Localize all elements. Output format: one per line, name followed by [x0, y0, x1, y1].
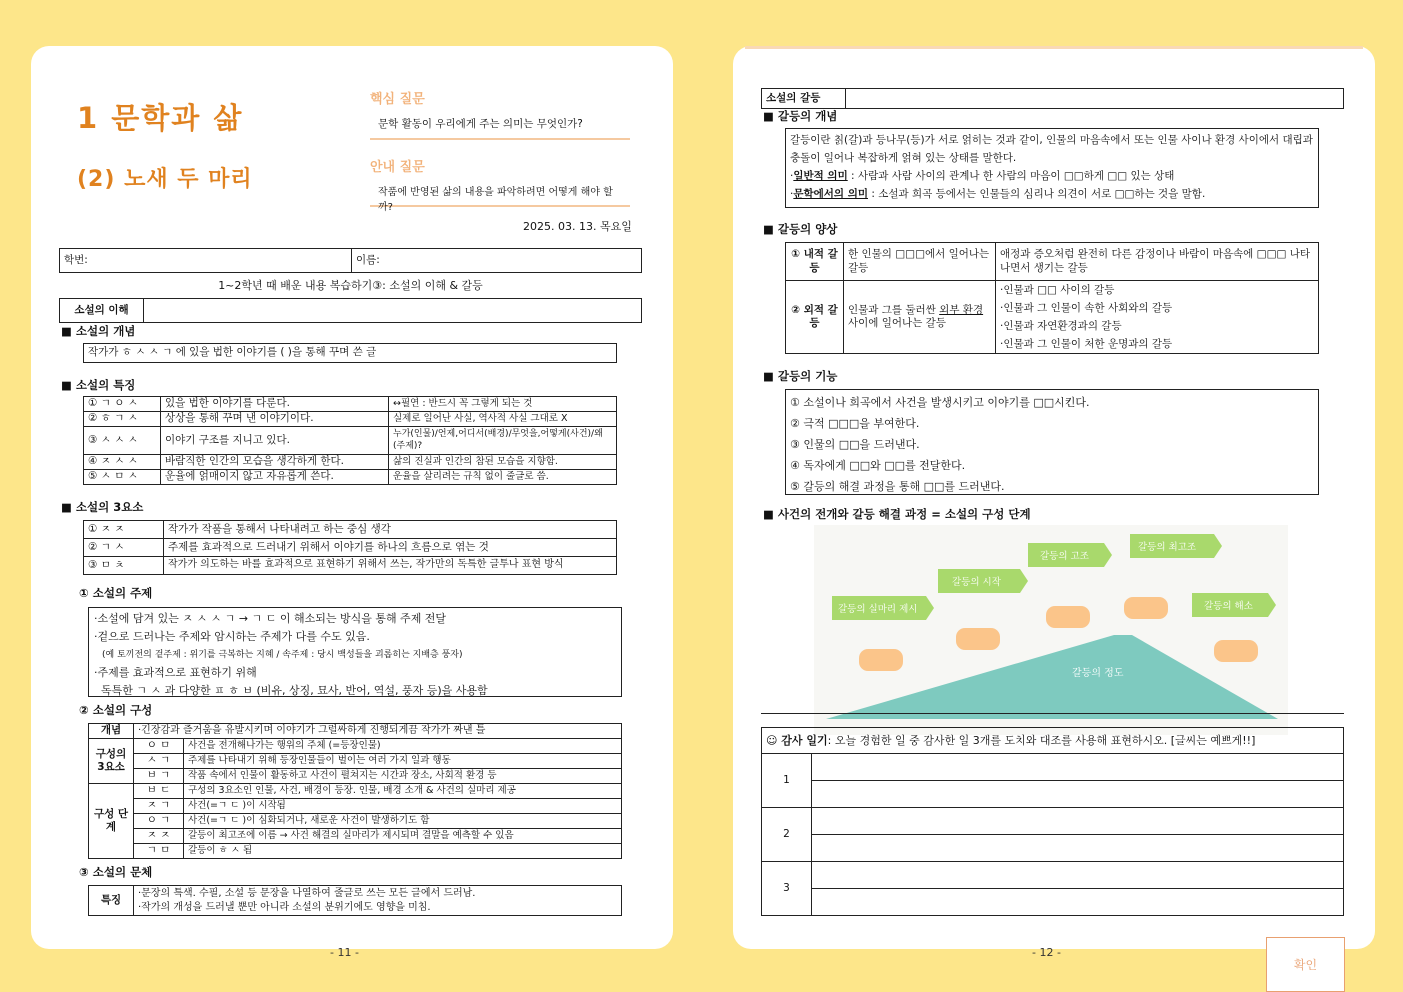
stage-1-slot[interactable] [859, 649, 903, 671]
gratitude-line[interactable] [812, 754, 1344, 781]
page-number-right: - 12 - [1032, 946, 1061, 959]
theme-heading: ① 소설의 주제 [79, 586, 153, 600]
stage-4-slot[interactable] [1124, 597, 1168, 619]
stage-2-slot[interactable] [956, 628, 1000, 650]
stage-3-label: 갈등의 고조 [1040, 551, 1089, 562]
concept-box [83, 343, 617, 363]
gratitude-line[interactable] [812, 808, 1344, 835]
stage-2-label: 갈등의 시작 [952, 577, 1001, 588]
process-heading: ■ 사건의 전개와 갈등 해결 과정 = 소설의 구성 단계 [763, 507, 1031, 521]
guide-question-label: 안내 질문 [370, 160, 425, 175]
stage-4-label: 갈등의 최고조 [1138, 542, 1197, 553]
section-label: 소설의 이해 [60, 299, 144, 323]
concept-heading: ■ 소설의 개념 [61, 324, 136, 338]
date: 2025. 03. 13. 목요일 [523, 220, 632, 233]
guide-question-box [370, 179, 630, 213]
student-info-table [59, 248, 642, 273]
concept-text: 작가가 ㅎ ㅅ ㅅ ㄱ 에 있을 법한 이야기를 ( )을 통해 꾸며 쓴 글 [84, 344, 617, 363]
element-row: ② ㄱ ㅅ 주제를 효과적으로 드러내기 위해서 이야기를 하나의 흐름으로 엮는 것 [84, 539, 617, 557]
student-no-label: 학번: [64, 253, 88, 266]
functions-box: ① 소설이나 희곡에서 사건을 발생시키고 이야기를 □□시킨다. ② 극적 □□□을 부여한다. ③ 인물의 □□을 드러낸다. ④ 독자에게 □□와 □□를 전달한다. ⑤ 갈등의 해결 과정을 통해 □□를 드러낸다. [785, 389, 1319, 495]
section-header [59, 298, 642, 323]
stage-5-label: 갈등의 해소 [1204, 601, 1253, 612]
style-table: 특징 ·문장의 특색. 수필, 소설 등 문장을 나열하여 줄글로 쓰는 모든 글에서 드러남. ·작가의 개성을 드러낼 뿐만 아니라 소설의 분위기에도 영향을 미침. [88, 885, 622, 916]
elements-table [83, 520, 617, 575]
conflict-diagram [814, 525, 1288, 735]
types-table: ① 내적 갈등 한 인물의 □□□에서 일어나는 갈등 애정과 증오처럼 완전히 다른 감정이나 바람이 마음속에 □□□ 나타나면서 생기는 갈등 ② 외적 갈등 인물과 그를 둘러싼 외부 환경 사이에 일어나는 갈등 ·인물과 □□ 사이의 갈등 ·인물과 그 인물이 속한 사회와의 갈등 ·인물과 자연환경과의 갈등 ·인물과 그 인물이 처한 운명과의 갈등 [785, 242, 1319, 354]
lesson-title: (2) 노새 두 마리 [77, 167, 253, 192]
gratitude-line[interactable] [812, 781, 1344, 808]
conflict-concept-box: 갈등이란 칡(갈)과 등나무(등)가 서로 얽히는 것과 같이, 인물의 마음속에서 또는 인물 사이나 환경 사이에서 대립과 충돌이 일어나 복잡하게 얽혀 있는 상태를 말한다. ·일반적 의미 : 사람과 사람 사이의 관계나 한 사람의 마음이 □□하게 □□ 있는 상태 ·문학에서의 의미 : 소설과 희곡 등에서는 인물들의 심리나 의견이 서로 □□하는 것을 말함. [785, 128, 1319, 208]
confirm-stamp-box: 확인 [1266, 937, 1345, 992]
conflict-concept-heading: ■ 갈등의 개념 [763, 109, 838, 123]
feature-row: ③ ㅅ ㅅ ㅅ 이야기 구조를 지니고 있다. 누가(인물)/언제,어디서(배경)/무엇을,어떻게(사건)/왜(주제)? [84, 427, 617, 455]
features-table [83, 396, 617, 485]
elements-heading: ■ 소설의 3요소 [61, 500, 144, 514]
gratitude-instructions: : 오늘 경험한 일 중 감사한 일 3개를 도치와 대조를 사용해 표현하시오. [글씨는 예쁘게!!] [827, 733, 1256, 747]
row-number: 1 [762, 754, 812, 808]
guide-question: 작품에 반영된 삶의 내용을 파악하려면 어떻게 해야 할까? [378, 187, 613, 213]
gratitude-title: ☺ 감사 일기 [766, 733, 828, 747]
page-number-left: - 11 - [330, 946, 359, 959]
core-question-box [370, 112, 630, 140]
functions-heading: ■ 갈등의 기능 [763, 369, 838, 383]
right-page [733, 46, 1375, 949]
review-title: 1~2학년 때 배운 내용 복습하기③: 소설의 이해 & 갈등 [218, 279, 483, 292]
left-page [31, 46, 673, 949]
feature-row: ① ㄱ ㅇ ㅅ 있을 법한 이야기를 다룬다. ↔필연 : 반드시 꼭 그렇게 되는 것 [84, 397, 617, 412]
element-row: ① ㅈ ㅈ 작가가 작품을 통해서 나타내려고 하는 중심 생각 [84, 521, 617, 539]
section-label-conflict: 소설의 갈등 [762, 89, 846, 109]
core-question: 문학 활동이 우리에게 주는 의미는 무엇인가? [378, 118, 583, 130]
features-heading: ■ 소설의 특징 [61, 378, 136, 392]
name-cell[interactable] [352, 249, 642, 273]
element-row: ③ ㅁ ㅊ 작가가 의도하는 바를 효과적으로 표현하기 위해서 쓰는, 작가만의 독특한 글투나 표현 방식 [84, 557, 617, 575]
mountain-label: 갈등의 정도 [1072, 668, 1124, 679]
feature-row: ② ㅎ ㄱ ㅅ 상상을 통해 꾸며 낸 이야기이다. 실제로 일어난 사실, 역사적 사실 그대로 X [84, 412, 617, 427]
style-heading: ③ 소설의 문체 [79, 865, 153, 879]
core-question-label: 핵심 질문 [370, 92, 425, 107]
row-number: 3 [762, 862, 812, 916]
feature-row: ④ ㅈ ㅅ ㅅ 바람직한 인간의 모습을 생각하게 한다. 삶의 진실과 인간의 참된 모습을 지향함. [84, 455, 617, 470]
student-no-cell[interactable] [60, 249, 352, 273]
stage-5-slot[interactable] [1214, 640, 1258, 662]
structure-table: 개념 ·긴장감과 즐거움을 유발시키며 이야기가 그럴싸하게 진행되게끔 작가가 짜낸 틀 구성의 3요소 ㅇ ㅁ 사건을 전개해나가는 행위의 주체 (=등장인물) ㅅ ㄱ 주제를 나타내기 위해 등장인물들이 벌이는 여러 가지 일과 행동 ㅂ ㄱ 작품 속에서 인물이 활동하고 사건이 펼쳐지는 시간과 장소, 사회적 환경 등 구성 단계 ㅂ ㄷ 구성의 3요소인 인물, 사건, 배경이 등장. 인물, 배경 소개 & 사건의 실마리 제공 ㅈ ㄱ 사건(=ㄱ ㄷ )이 시작됨 ㅇ ㄱ 사건(=ㄱ ㄷ )이 심화되거나, 새로운 사건이 발생하기도 함 ㅈ ㅈ 갈등이 최고조에 이름 → 사건 해결의 실마리가 제시되며 결말을 예측할 수 있음 ㄱ ㅁ 갈등이 ㅎ ㅅ 됨 [88, 723, 622, 859]
unit-title: 1 문학과 삶 [77, 101, 244, 135]
name-label: 이름: [356, 253, 380, 266]
feature-row: ⑤ ㅅ ㅁ ㅅ 운율에 얽매이지 않고 자유롭게 쓴다. 운율을 살리려는 규칙 없이 줄글로 씀. [84, 470, 617, 485]
theme-box: ·소설에 담겨 있는 ㅈ ㅅ ㅅ ㄱ → ㄱ ㄷ 이 해소되는 방식을 통해 주제 전달 ·겉으로 드러나는 주제와 암시하는 주제가 다를 수도 있음. (예 토끼전의 겉주제 : 위기를 극복하는 지혜 / 속주제 : 당시 백성들을 괴롭히는 지배층 풍자) ·주제를 효과적으로 표현하기 위해 독특한 ㄱ ㅅ 과 다양한 ㅍ ㅎ ㅂ (비유, 상징, 묘사, 반어, 역설, 풍자 등)을 사용함 [88, 607, 622, 697]
row-number: 2 [762, 808, 812, 862]
stage-3-slot[interactable] [1046, 606, 1090, 628]
gratitude-line[interactable] [812, 862, 1344, 889]
structure-heading: ② 소설의 구성 [79, 703, 153, 717]
stage-1-label: 갈등의 실마리 제시 [838, 604, 918, 615]
gratitude-table [761, 727, 1344, 916]
gratitude-line[interactable] [812, 835, 1344, 862]
gratitude-line[interactable] [812, 889, 1344, 916]
conflict-section-header [761, 88, 1344, 109]
types-heading: ■ 갈등의 양상 [763, 222, 838, 236]
